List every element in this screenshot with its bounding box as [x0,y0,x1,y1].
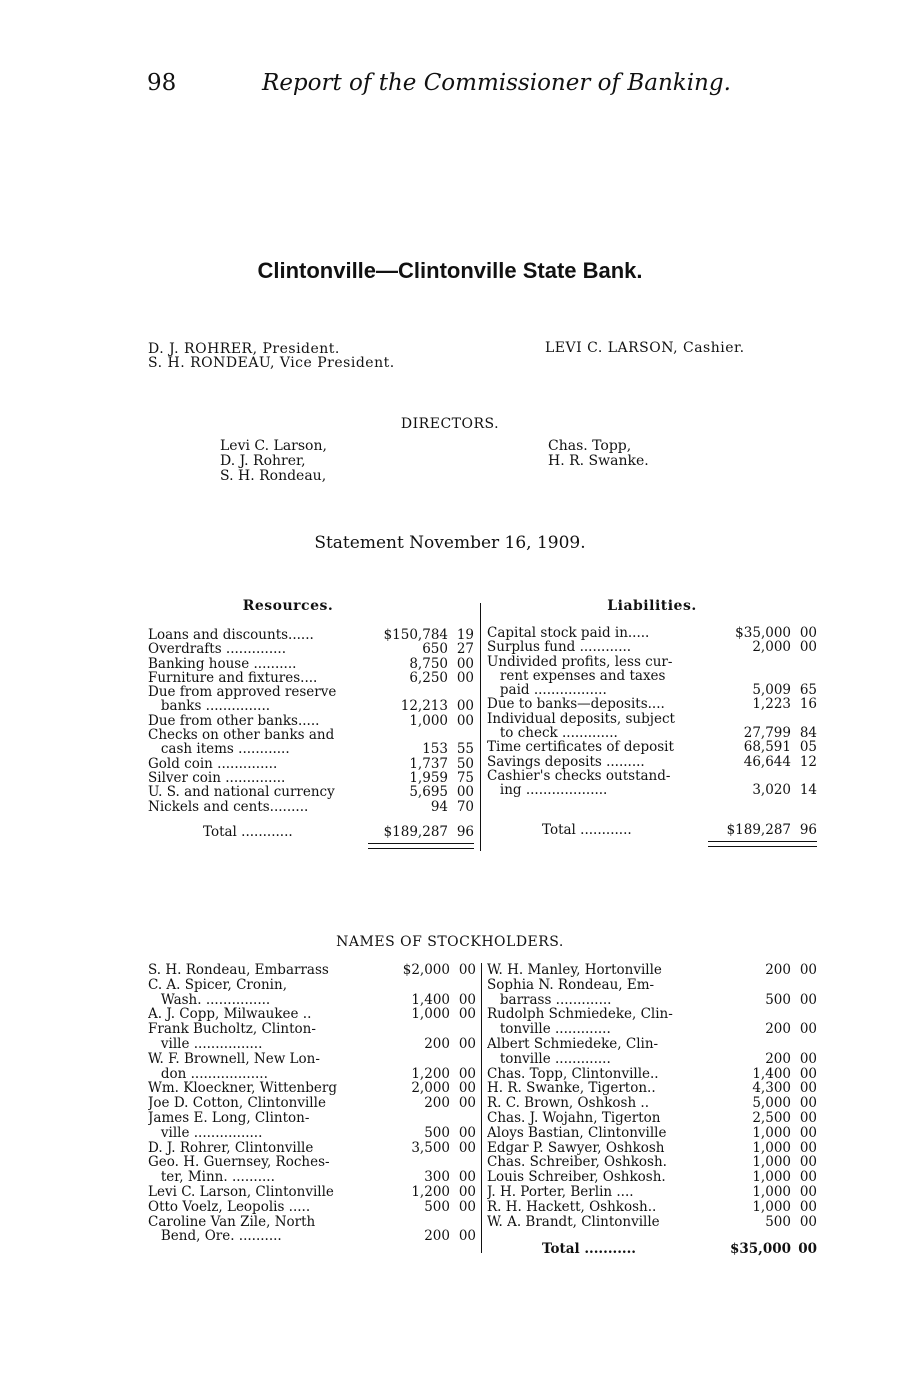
row-label: don .................. [148,1066,268,1082]
table-row [148,1126,476,1141]
row-cents: 00 [458,1035,476,1052]
row-dollars: 27,799 [743,725,791,742]
stockholders-right [487,963,817,1229]
row-cents: 00 [799,991,817,1008]
row-cents: 00 [458,962,476,978]
row-dollars: 200 [424,1228,450,1245]
row-cents [791,769,817,783]
row-cents: 84 [799,725,817,742]
row-dollars: 200 [424,1095,450,1112]
table-row [487,769,817,783]
row-dollars [362,685,448,699]
row-label: Geo. H. Guernsey, Roches- [148,1155,330,1171]
row-label: R. C. Brown, Oshkosh .. [487,1096,650,1111]
row-label: Cashier's checks outstand- [487,768,671,784]
bank-title: Clintonville—Clintonville State Bank. [257,258,643,283]
row-label: W. F. Brownell, New Lon- [148,1051,320,1067]
row-dollars [380,1111,450,1126]
table-row [487,1185,817,1200]
table-row [487,1141,817,1156]
row-dollars: 1,000 [409,712,448,729]
table-row [148,1096,476,1111]
total-cents: 96 [799,822,817,838]
row-dollars: $2,000 [402,962,450,978]
row-dollars: 1,000 [752,1198,791,1215]
row-dollars: 500 [424,1124,450,1141]
total-label: Total ............ [203,825,293,840]
row-cents: 12 [799,753,817,770]
row-label: R. H. Hackett, Oshkosh.. [487,1199,657,1215]
row-label: W. H. Manley, Hortonville [487,963,662,978]
row-cents: 16 [799,696,817,713]
total-dollars: $189,287 [383,824,448,840]
table-row [148,993,476,1008]
table-row [487,1022,817,1037]
row-cents: 00 [799,639,817,656]
row-label: James E. Long, Clinton- [148,1110,310,1126]
row-label: cash items ............ [148,742,290,757]
table-row [148,978,476,993]
row-label: S. H. Rondeau, Embarrass [148,963,329,978]
row-label: Louis Schreiber, Oshkosh. [487,1170,666,1185]
row-cents [791,1037,817,1052]
row-cents: 00 [799,1154,817,1171]
row-dollars [721,978,791,993]
row-cents: 00 [799,1080,817,1097]
row-label: Wm. Kloeckner, Wittenberg [148,1081,337,1097]
table-row [487,1200,817,1215]
row-label: Individual deposits, subject [487,711,675,727]
row-dollars: 500 [765,1213,791,1230]
row-label: tonville ............. [487,1051,611,1067]
row-dollars: 1,400 [752,1065,791,1082]
row-cents: 00 [458,1198,476,1215]
row-label: ter, Minn. .......... [148,1170,275,1185]
table-row [148,685,474,699]
row-label: C. A. Spicer, Cronin, [148,977,287,993]
table-row [487,783,817,797]
row-label: Time certificates of deposit [487,740,674,755]
row-label: Frank Bucholtz, Clinton- [148,1022,316,1037]
row-cents: 50 [456,755,474,772]
table-row [148,628,474,642]
table-row [148,1111,476,1126]
table-row [148,1215,476,1230]
total-dollars: $189,287 [726,822,791,838]
resources-total [148,825,474,839]
row-dollars: $150,784 [383,627,448,643]
table-row [148,1067,476,1082]
row-label: Sophia N. Rondeau, Em- [487,977,655,993]
row-label: Due from approved reserve [148,685,337,700]
row-cents: 00 [799,1198,817,1215]
stockholders-total [487,1242,817,1257]
row-label: Capital stock paid in..... [487,626,650,641]
table-row [148,742,474,756]
row-cents: 00 [458,1139,476,1156]
table-row [148,800,474,814]
row-cents: 00 [799,1124,817,1141]
row-cents [450,1052,476,1067]
stockholders-heading: NAMES OF STOCKHOLDERS. [336,934,564,950]
row-dollars: 153 [422,741,448,758]
row-label: Savings deposits ......... [487,754,645,769]
table-row [148,671,474,685]
row-cents: 00 [799,1169,817,1186]
row-dollars [362,728,448,742]
table-row [148,699,474,713]
row-label: J. H. Porter, Berlin .... [487,1184,634,1200]
row-label: Wash. ............... [148,992,271,1008]
row-label: A. J. Copp, Milwaukee .. [148,1007,312,1023]
row-dollars [721,1037,791,1052]
table-row [487,1096,817,1111]
table-row [148,1185,476,1200]
row-dollars: 1,223 [752,696,791,713]
row-cents: 00 [799,1213,817,1230]
row-dollars [705,769,791,783]
row-label: paid ................. [487,683,607,698]
row-cents: 00 [458,1006,476,1023]
row-cents: 00 [456,655,474,672]
row-label: Undivided profits, less cur- [487,654,673,669]
row-cents [791,669,817,683]
row-cents: 00 [458,1228,476,1245]
row-dollars [380,1215,450,1230]
row-label: Rudolph Schmiedeke, Clin- [487,1007,673,1023]
row-cents: 00 [799,625,817,641]
row-dollars: 1,000 [752,1169,791,1186]
table-row [487,712,817,726]
row-label: rent expenses and taxes [487,668,666,684]
director-name: Chas. Topp, [548,438,632,454]
column-divider [480,603,481,851]
row-dollars: 500 [424,1198,450,1215]
table-row [487,626,817,640]
table-row [487,1067,817,1082]
director-name: D. J. Rohrer, [220,453,306,469]
row-label: H. R. Swanke, Tigerton.. [487,1081,656,1097]
table-row [148,1155,476,1170]
row-label: W. A. Brandt, Clintonville [487,1214,660,1230]
liabilities-table [487,626,817,798]
row-cents: 00 [458,1095,476,1112]
table-row [148,1007,476,1022]
row-cents [448,685,474,699]
table-row [487,740,817,754]
row-label: D. J. Rohrer, Clintonville [148,1140,314,1156]
row-dollars: 2,000 [752,639,791,656]
row-cents [450,1155,476,1170]
row-dollars: 1,400 [411,991,450,1008]
row-cents: 00 [799,962,817,978]
table-row [148,757,474,771]
row-dollars: 5,695 [409,784,448,801]
row-dollars: 1,000 [752,1183,791,1200]
row-dollars: 200 [765,1021,791,1038]
row-label: barrass ............. [487,992,612,1008]
officer-cashier: LEVI C. LARSON, Cashier. [545,340,745,356]
row-dollars [705,712,791,726]
row-dollars [705,655,791,669]
total-label: Total ............ [542,823,632,838]
total-cents: 96 [456,824,474,840]
row-label: Due to banks—deposits.... [487,697,665,712]
double-rule [368,843,474,849]
row-cents: 00 [456,669,474,686]
row-dollars: 650 [422,641,448,658]
row-dollars: 3,020 [752,782,791,799]
row-label: Chas. Schreiber, Oshkosh. [487,1155,667,1171]
total-dollars: $35,000 [729,1241,791,1257]
table-row [148,1229,476,1244]
director-name: Levi C. Larson, [220,438,327,454]
row-cents: 00 [799,1065,817,1082]
table-row [487,1170,817,1185]
row-label: Edgar P. Sawyer, Oshkosh [487,1140,665,1156]
statement-title: Statement November 16, 1909. [314,533,586,553]
row-label: Due from other banks..... [148,713,320,729]
row-cents: 00 [799,1021,817,1038]
row-label: ville ................ [148,1036,263,1052]
table-row [487,993,817,1008]
row-label: Banking house .......... [148,656,297,671]
row-label: ville ................ [148,1125,263,1141]
table-row [148,1200,476,1215]
row-dollars: 1,000 [752,1154,791,1171]
table-row [487,640,817,654]
row-cents: 00 [799,1095,817,1112]
row-dollars: 200 [424,1035,450,1052]
director-name: H. R. Swanke. [548,453,649,469]
row-cents: 00 [456,784,474,801]
row-cents: 00 [799,1050,817,1067]
directors-heading: DIRECTORS. [400,416,500,432]
table-row [148,1037,476,1052]
running-title: Report of the Commissioner of Banking. [262,70,731,96]
row-label: Surplus fund ............ [487,640,632,655]
row-cents: 65 [799,682,817,699]
row-dollars: 3,500 [411,1139,450,1156]
row-dollars: 200 [765,1050,791,1067]
row-dollars [380,978,450,993]
row-cents [450,978,476,993]
row-dollars: 12,213 [400,698,448,715]
row-label: Overdrafts .............. [148,642,286,657]
table-row [487,1081,817,1096]
row-dollars: 1,000 [752,1139,791,1156]
table-row [487,697,817,711]
row-label: Chas. Topp, Clintonville.. [487,1066,659,1082]
officer-vice-president: S. H. RONDEAU, Vice President. [148,355,395,371]
row-label: Checks on other banks and [148,728,335,743]
row-dollars: 5,000 [752,1095,791,1112]
row-label: Albert Schmiedeke, Clin- [487,1036,659,1052]
row-cents: 00 [458,991,476,1008]
resources-table [148,628,474,814]
table-row [148,657,474,671]
row-cents [448,728,474,742]
row-dollars: 2,500 [752,1109,791,1126]
row-label: banks ............... [148,699,271,714]
table-row [487,1037,817,1052]
row-cents [791,1007,817,1022]
table-row [148,728,474,742]
table-row [487,1052,817,1067]
row-cents: 00 [799,1139,817,1156]
row-dollars: 1,000 [752,1124,791,1141]
row-dollars: 4,300 [752,1080,791,1097]
row-label: Silver coin .............. [148,770,286,786]
row-dollars: 200 [765,962,791,978]
double-rule [708,841,817,847]
liabilities-total [487,823,817,837]
table-row [148,642,474,656]
row-dollars: 1,959 [409,769,448,786]
row-label: Levi C. Larson, Clintonville [148,1184,334,1200]
table-row [487,1155,817,1170]
total-cents: 00 [798,1241,817,1257]
table-row [487,683,817,697]
row-cents [791,655,817,669]
row-cents [450,1022,476,1037]
officer-president: D. J. ROHRER, President. [148,341,340,357]
row-cents: 00 [458,1124,476,1141]
row-label: Chas. J. Wojahn, Tigerton [487,1110,661,1126]
table-row [487,726,817,740]
row-dollars: 6,250 [409,669,448,686]
director-name: S. H. Rondeau, [220,468,327,484]
row-dollars: 1,000 [411,1006,450,1023]
row-dollars: 94 [430,798,448,815]
row-label: Joe D. Cotton, Clintonville [148,1096,326,1111]
table-row [487,1215,817,1230]
row-cents: 27 [456,641,474,658]
row-dollars [721,1007,791,1022]
row-cents: 00 [458,1169,476,1186]
row-dollars: 5,009 [752,682,791,699]
liabilities-heading: Liabilities. [607,598,697,614]
table-row [487,963,817,978]
table-row [148,963,476,978]
row-dollars [380,1022,450,1037]
row-dollars [380,1155,450,1170]
row-cents: 00 [458,1080,476,1097]
row-dollars: 8,750 [409,655,448,672]
row-dollars [380,1052,450,1067]
row-dollars: 46,644 [743,753,791,770]
table-row [148,1081,476,1096]
directors-right [548,439,649,469]
row-cents [450,1111,476,1126]
table-row [487,755,817,769]
row-cents: 00 [456,698,474,715]
row-label: to check ............. [487,726,618,741]
stockholders-divider [481,963,482,1253]
total-label: Total ........... [542,1242,637,1257]
row-dollars: 68,591 [743,739,791,756]
row-cents: 05 [799,739,817,756]
table-row [148,785,474,799]
row-label: ing ................... [487,783,608,798]
table-row [487,978,817,993]
row-label: Caroline Van Zile, North [148,1214,316,1230]
row-label: Bend, Ore. .......... [148,1229,282,1245]
table-row [148,1022,476,1037]
row-dollars: 2,000 [411,1080,450,1097]
row-label: U. S. and national currency [148,785,335,800]
row-label: Otto Voelz, Leopolis ..... [148,1199,311,1215]
row-cents: 00 [458,1065,476,1082]
table-row [487,1111,817,1126]
row-cents [791,978,817,993]
row-label: Nickels and cents......... [148,799,309,814]
table-row [487,655,817,669]
row-label: Loans and discounts...... [148,628,314,643]
row-dollars: 1,737 [409,755,448,772]
row-cents: 00 [456,712,474,729]
row-dollars: 1,200 [411,1065,450,1082]
row-cents [791,712,817,726]
table-row [148,1170,476,1185]
table-row [487,1007,817,1022]
table-row [148,1052,476,1067]
table-row [148,771,474,785]
row-dollars: 500 [765,991,791,1008]
row-cents: 14 [799,782,817,799]
row-label: tonville ............. [487,1022,611,1037]
row-dollars: 300 [424,1169,450,1186]
row-dollars: 1,200 [411,1183,450,1200]
row-cents: 55 [456,741,474,758]
resources-heading: Resources. [242,598,334,614]
table-row [148,714,474,728]
row-cents: 00 [799,1109,817,1126]
table-row [487,669,817,683]
row-cents: 00 [799,1183,817,1200]
row-label: Furniture and fixtures.... [148,670,318,686]
table-row [487,1126,817,1141]
row-dollars [705,669,791,683]
row-cents: 19 [456,627,474,643]
row-label: Aloys Bastian, Clintonville [487,1125,667,1141]
row-cents [450,1215,476,1230]
row-dollars: $35,000 [735,625,791,641]
directors-left [220,439,327,484]
stockholders-left [148,963,476,1244]
page-number: 98 [147,70,177,96]
row-cents: 75 [456,769,474,786]
row-cents: 70 [456,798,474,815]
row-cents: 00 [458,1183,476,1200]
row-label: Gold coin .............. [148,756,278,771]
table-row [148,1141,476,1156]
